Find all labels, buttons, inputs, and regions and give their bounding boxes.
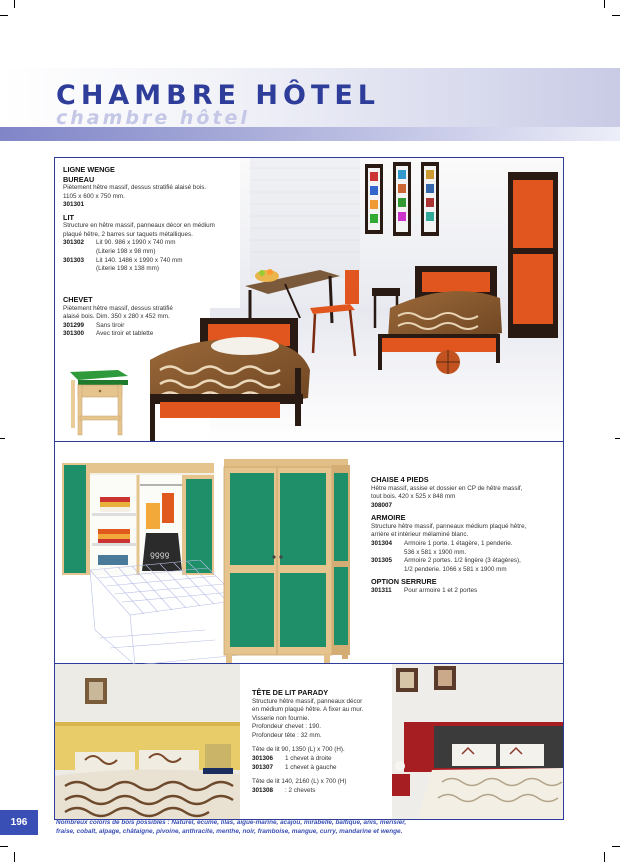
lit-heading: LIT: [63, 212, 74, 222]
chaise-desc: tout bois. 420 x 525 x 848 mm: [371, 493, 456, 501]
crop-mark: [0, 846, 8, 847]
wenge-text-block: [63, 165, 253, 274]
parady-text-block: [252, 688, 392, 795]
armoire-interior-photo: [62, 463, 214, 575]
parady-depth: Profondeur tête : 32 mm.: [252, 731, 322, 739]
lit-literie: (Literie 198 x 98 mm): [96, 248, 156, 256]
chevet-ref: 301299: [63, 321, 85, 329]
color-options-line: fraise, cobalt, alpage, châtaigne, pivoine, anthracite, menthe, noir, framboise, mangue, curry, mandarine et wenge.: [56, 827, 403, 835]
crop-mark: [604, 0, 605, 8]
armoire-variant: Armoire 1 porte. 1 étagère, 1 penderie.: [404, 539, 513, 547]
option-item: [371, 587, 556, 596]
lit-literie: (Literie 198 x 138 mm): [96, 265, 159, 273]
parady-single-photo: [55, 664, 240, 819]
color-options-line: Nombreux coloris de bois possibles : Naturel, écume, lilas, aigue-marine, acajou, mirabelle, baltique, anis, merisier,: [56, 819, 407, 826]
line-title: LIGNE WENGE: [63, 165, 115, 174]
armoire-photo: [222, 457, 352, 665]
armoire-text-block: [371, 475, 556, 595]
option-heading: OPTION SERRURE: [371, 577, 437, 587]
chevet-variant: Sans tiroir: [96, 321, 125, 329]
parady-double-photo: [392, 664, 563, 819]
chevet-heading: CHEVET: [63, 295, 93, 304]
parady-desc: Structure hêtre massif, panneaux décor: [252, 697, 363, 705]
parady-desc: en médium plaqué hêtre. A fixer au mur.: [252, 706, 364, 714]
parady-ref: 301306: [252, 755, 274, 763]
color-options-note: [56, 819, 526, 837]
lit-item: [63, 239, 253, 256]
lit-size: Lit 90. 986 x 1990 x 740 mm: [96, 239, 176, 247]
wireframe-decor: [90, 560, 240, 665]
page-number: 196: [0, 810, 38, 835]
crop-mark: [14, 0, 15, 8]
parady-heading: TÊTE DE LIT PARADY: [252, 688, 329, 697]
crop-mark: [615, 438, 620, 439]
parady-ref: 301308: [252, 786, 274, 794]
chaise-ref: 308007: [371, 501, 393, 509]
lit-desc: Structure en hêtre massif, panneaux décor en médium: [63, 222, 215, 230]
option-ref: 301311: [371, 586, 392, 594]
crop-mark: [612, 15, 620, 16]
armoire-variant: Armoire 2 portes. 1/2 lingère (3 étagères),: [404, 557, 521, 565]
lit-ref: 301303: [63, 256, 85, 264]
parady-group-title: Tête de lit 140, 2160 (L) x 700 (H): [252, 778, 347, 786]
header-stripe: [0, 127, 620, 141]
chevet-desc: Piètement hêtre massif, dessus stratifié: [63, 304, 173, 312]
armoire-heading: ARMOIRE: [371, 513, 406, 523]
chevet-desc: alaisé bois. Dim. 350 x 280 x 452 mm.: [63, 313, 170, 321]
bureau-dimensions: 1105 x 600 x 750 mm.: [63, 192, 125, 200]
crop-mark: [0, 15, 8, 16]
lit-desc: plaqué hêtre, 2 barres sur taquets métalliques.: [63, 230, 193, 238]
lit-ref: 301302: [63, 239, 85, 247]
option-text: Pour armoire 1 et 2 portes: [404, 586, 478, 594]
chevet-item: [63, 330, 193, 339]
chevet-text-block: [63, 295, 193, 339]
chaise-desc: Hêtre massif, assise et dossier en CP de hêtre massif,: [371, 484, 523, 492]
lit-item: [63, 257, 253, 274]
parady-desc: Visserie non fournie.: [252, 714, 310, 722]
parady-ref: 301307: [252, 763, 274, 771]
parady-variant: 1 chevet à gauche: [285, 763, 337, 771]
armoire-ref: 301304: [371, 539, 393, 547]
chevet-variant: Avec tiroir et tablette: [96, 330, 154, 338]
bureau-desc: Piètement hêtre massif, dessus stratifié alaisé bois.: [63, 184, 207, 191]
crop-mark: [612, 846, 620, 847]
parady-item: [252, 787, 392, 796]
svg-text:ƍƍƍƍ: ƍƍƍƍ: [150, 550, 170, 559]
armoire-item: [371, 557, 556, 574]
page-title: CHAMBRE HÔTEL: [56, 80, 381, 111]
bureau-ref: 301301: [63, 201, 85, 209]
crop-mark: [0, 438, 5, 439]
parady-item: [252, 764, 392, 773]
parady-variant: : 2 chevets: [285, 786, 316, 794]
armoire-item: [371, 540, 556, 557]
armoire-dimensions: 536 x 581 x 1900 mm.: [404, 548, 467, 556]
parady-group-title: Tête de lit 90, 1350 (L) x 700 (H).: [252, 746, 345, 754]
lit-size: Lit 140. 1486 x 1990 x 740 mm: [96, 256, 183, 264]
section-divider: [54, 441, 564, 442]
parady-item: [252, 755, 392, 764]
armoire-desc: arrière et intérieur mélaminé blanc.: [371, 531, 469, 539]
parady-depth: Profondeur chevet : 190.: [252, 723, 321, 731]
armoire-desc: Structure hêtre massif, panneaux médium plaqué hêtre,: [371, 522, 527, 530]
armoire-dimensions: 1/2 penderie. 1066 x 581 x 1900 mm: [404, 565, 507, 573]
crop-mark: [604, 852, 605, 862]
chaise-heading: CHAISE 4 PIEDS: [371, 475, 429, 484]
parady-variant: 1 chevet à droite: [285, 755, 332, 763]
crop-mark: [14, 852, 15, 862]
chevet-photo: [66, 366, 132, 436]
armoire-ref: 301305: [371, 557, 393, 565]
chevet-ref: 301300: [63, 330, 85, 338]
page-subtitle: chambre hôtel: [56, 107, 250, 129]
chevet-item: [63, 322, 193, 331]
bureau-heading: BUREAU: [63, 174, 95, 184]
